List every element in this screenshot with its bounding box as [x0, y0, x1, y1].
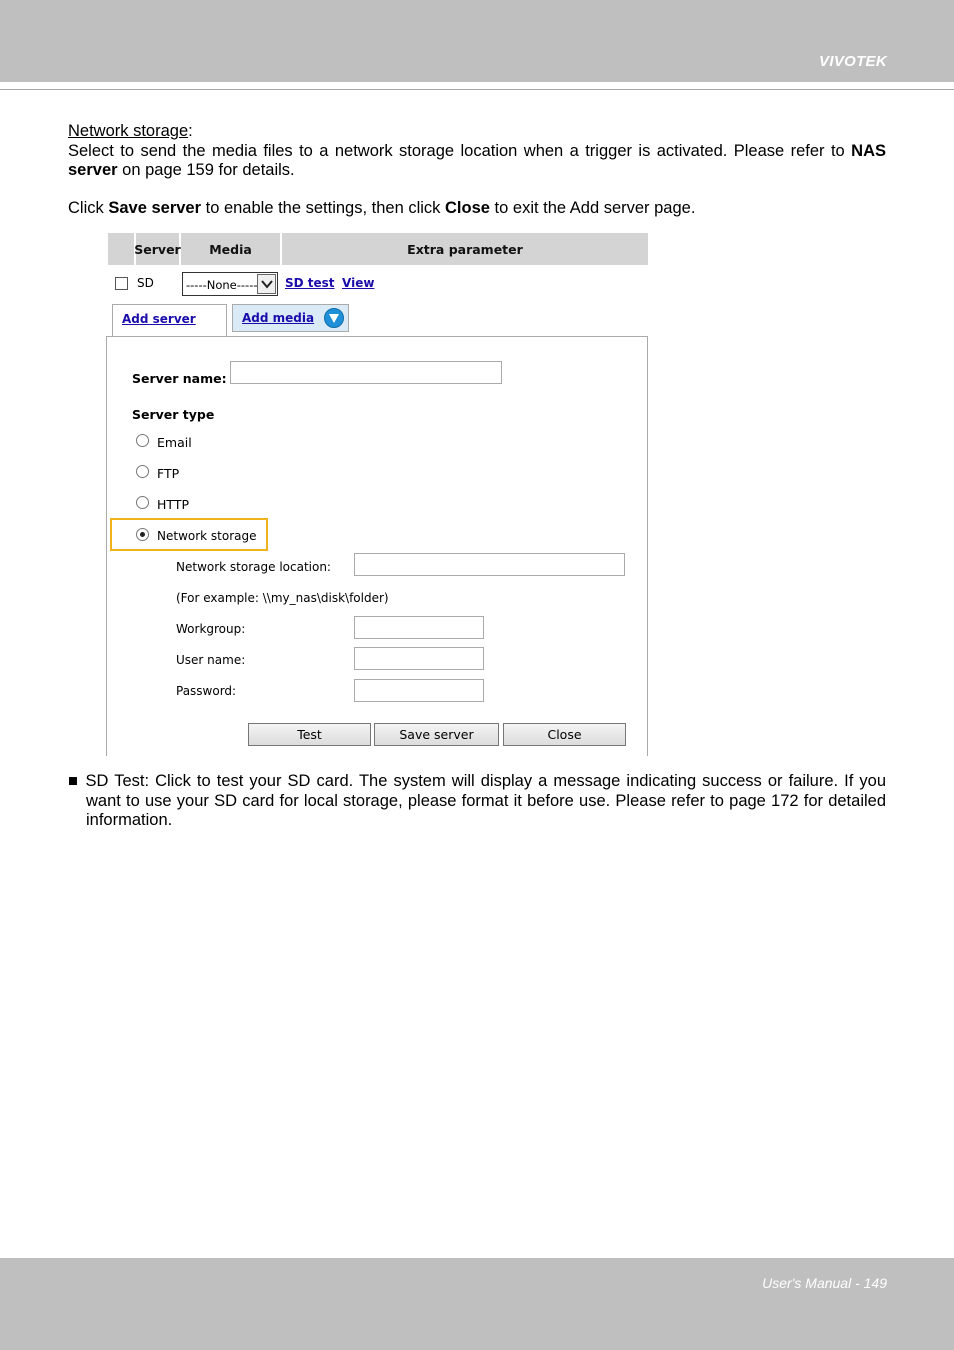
sd-label: SD — [137, 276, 154, 290]
page-header — [0, 0, 954, 82]
username-label: User name: — [176, 653, 246, 667]
test-button[interactable]: Test — [248, 723, 371, 746]
network-location-input[interactable] — [354, 553, 625, 576]
radio-network-storage[interactable] — [136, 528, 149, 541]
radio-email[interactable] — [136, 434, 149, 447]
tab-add-server[interactable] — [112, 304, 227, 337]
intro-paragraph — [68, 122, 886, 181]
intro-text-a: Select to send the media files to a network storage location when a trigger is activated. Please refer to — [68, 141, 845, 160]
instr-mid: to enable the settings, then click — [205, 199, 441, 217]
bullet-text: SD Test: Click to test your SD card. The system will display a message indicating success or failure. If you want to use your SD card for local storage, please format it before use. Please refer to page 172 for detailed information. — [85, 772, 886, 829]
radio-ftp-label: FTP — [157, 466, 180, 481]
server-name-label: Server name: — [132, 371, 227, 386]
save-server-button[interactable]: Save server — [374, 723, 499, 746]
media-select-value: -----None----- — [186, 278, 258, 292]
workgroup-label: Workgroup: — [176, 622, 246, 636]
close-button[interactable]: Close — [503, 723, 626, 746]
column-header-extra: Extra parameter — [282, 233, 648, 265]
radio-ftp[interactable] — [136, 465, 149, 478]
username-input[interactable] — [354, 647, 484, 670]
settings-screenshot — [106, 232, 650, 756]
instr-save-bold: Save server — [108, 199, 202, 217]
instr-close-bold: Close — [445, 199, 490, 217]
radio-http[interactable] — [136, 496, 149, 509]
instruction-paragraph — [68, 199, 886, 219]
arrow-down-circle-icon[interactable] — [324, 308, 344, 328]
network-location-label: Network storage location: — [176, 560, 331, 574]
sd-checkbox[interactable] — [115, 277, 128, 290]
workgroup-input[interactable] — [354, 616, 484, 639]
server-type-label: Server type — [132, 407, 215, 422]
brand-logo-text: VIVOTEK — [819, 53, 887, 70]
page-footer — [0, 1258, 954, 1350]
password-input[interactable] — [354, 679, 484, 702]
tab-add-media[interactable] — [232, 304, 349, 332]
intro-text-b: on page 159 for details. — [122, 161, 295, 179]
instr-post: to exit the Add server page. — [494, 199, 696, 217]
column-header-media: Media — [181, 233, 280, 265]
chevron-down-icon[interactable] — [257, 274, 276, 294]
password-label: Password: — [176, 684, 237, 698]
bullet-note — [68, 772, 886, 831]
radio-http-label: HTTP — [157, 497, 189, 512]
heading-colon: : — [188, 122, 193, 140]
view-link[interactable]: View — [342, 276, 375, 290]
server-name-input[interactable] — [230, 361, 502, 384]
nas-server-ref: NAS server — [68, 141, 886, 179]
page-number: User's Manual - 149 — [762, 1275, 887, 1291]
media-select[interactable] — [182, 272, 278, 296]
add-server-panel — [106, 336, 648, 756]
instr-pre: Click — [68, 199, 104, 217]
radio-email-label: Email — [157, 435, 192, 450]
radio-network-storage-label: Network storage — [157, 529, 257, 543]
add-media-link[interactable]: Add media — [242, 311, 315, 325]
header-divider — [0, 89, 954, 90]
bullet-marker: ■ — [68, 772, 80, 790]
add-server-link[interactable]: Add server — [122, 312, 196, 326]
example-hint: (For example: \\my_nas\disk\folder) — [176, 591, 389, 605]
sd-test-link[interactable]: SD test — [285, 276, 335, 290]
section-heading: Network storage — [68, 122, 189, 140]
column-header-server: Server — [136, 233, 179, 265]
column-header-blank — [108, 233, 134, 265]
